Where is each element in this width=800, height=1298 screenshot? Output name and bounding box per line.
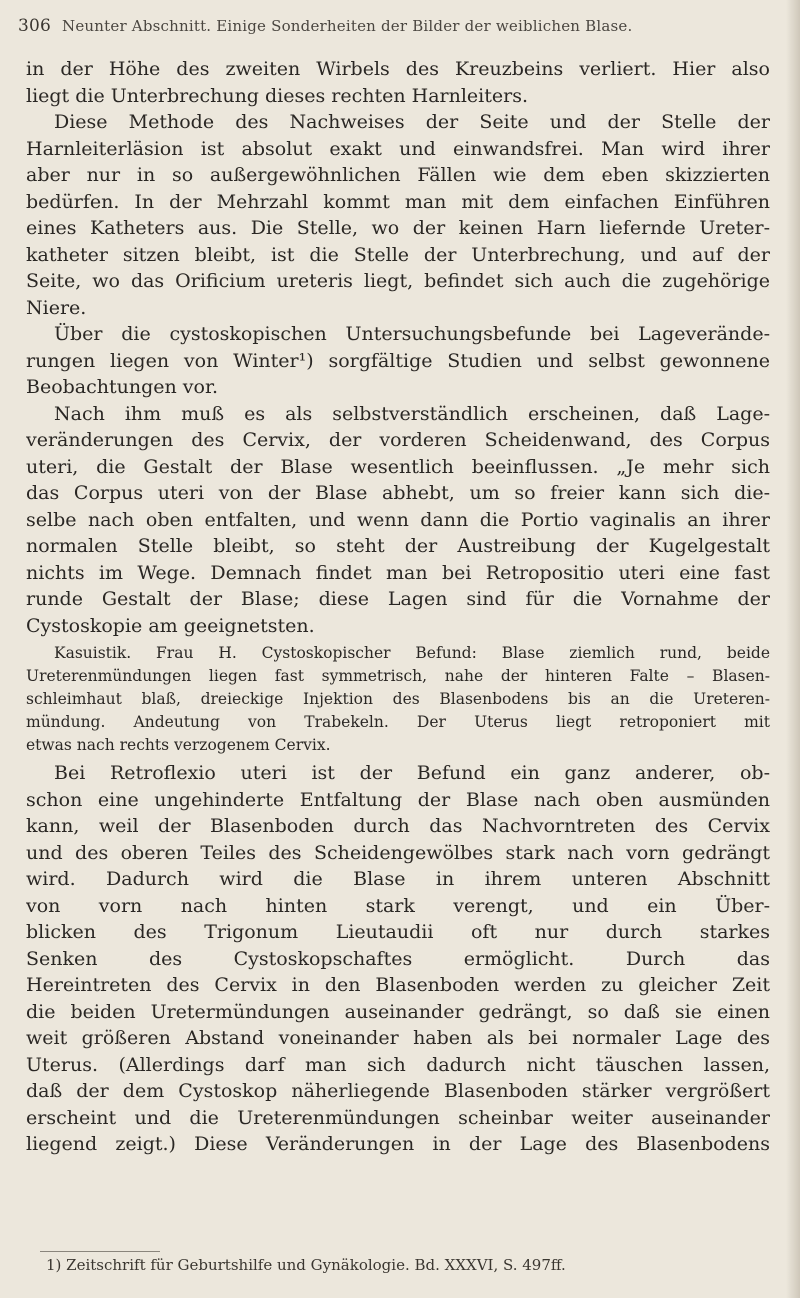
text-line: von vorn nach hinten stark verengt, und ein Über- [26, 894, 770, 917]
paragraph-1 [26, 56, 770, 109]
text-line: in der Höhe des zweiten Wirbels des Kreuzbeins verliert. Hier also [26, 58, 770, 80]
text-line: liegt die Unterbrechung dieses rechten Harnleiters. [26, 84, 529, 107]
text-line: daß der dem Cystoskop näherliegende Blasenboden stärker vergrößert [26, 1080, 770, 1102]
text-line: liegend zeigt.) Diese Veränderungen in der Lage des Blasenbodens [26, 1133, 770, 1155]
text-line: Niere. [26, 296, 87, 319]
text-line: Kasuistik. Frau H. Cystoskopischer Befund: Blase ziemlich rund, beide [54, 644, 770, 662]
text-line: Bei Retroflexio uteri ist der Befund ein ganz anderer, ob- [54, 762, 770, 784]
text-line: die beiden Uretermündungen auseinander gedrängt, so daß sie einen [26, 1000, 770, 1023]
text-line: Cystoskopie am geeignetsten. [26, 614, 315, 637]
text-line: blicken des Trigonum Lieutaudii oft nur durch starkes [26, 921, 770, 943]
text-line: Diese Methode des Nachweises der Seite und der Stelle der [54, 111, 770, 133]
page-edge-shadow [786, 0, 800, 1298]
footnote: 1) Zeitschrift für Geburtshilfe und Gynäkologie. Bd. XXXVI, S. 497ff. [46, 1256, 566, 1274]
paragraph-2 [26, 109, 770, 321]
text-line: mündung. Andeutung von Trabekeln. Der Uterus liegt retroponiert mit [26, 713, 770, 731]
text-line: Seite, wo das Orificium ureteris liegt, befindet sich auch die zugehörige [26, 270, 770, 292]
text-line: das Corpus uteri von der Blase abhebt, um so freier kann sich die- [26, 482, 770, 504]
text-line: und des oberen Teiles des Scheidengewölbes stark nach vorn gedrängt [26, 841, 770, 864]
text-line: aber nur in so außergewöhnlichen Fällen wie dem eben skizzierten [26, 164, 770, 186]
text-line: veränderungen des Cervix, der vorderen Scheidenwand, des Corpus [26, 429, 770, 451]
text-line: erscheint und die Ureterenmündungen scheinbar weiter auseinander [26, 1106, 770, 1129]
main-text [26, 56, 770, 1158]
text-line: Senken des Cystoskopschaftes ermöglicht. Durch das [26, 947, 770, 970]
paragraph-5 [26, 760, 770, 1158]
running-title: Neunter Abschnitt. Einige Sonderheiten der Bilder der weiblichen Blase. [62, 17, 633, 35]
casuistics-note [26, 639, 770, 760]
text-line: normalen Stelle bleibt, so steht der Austreibung der Kugelgestalt [26, 535, 770, 557]
text-line: nichts im Wege. Demnach findet man bei Retropositio uteri eine fast [26, 561, 770, 584]
paragraph-4 [26, 401, 770, 640]
text-line: Über die cystoskopischen Untersuchungsbefunde bei Lageverände- [54, 323, 770, 345]
text-line: uteri, die Gestalt der Blase wesentlich beeinflussen. „Je mehr sich [26, 455, 770, 478]
page-number: 306 [18, 16, 52, 36]
text-line: selbe nach oben entfalten, und wenn dann die Portio vaginalis an ihrer [26, 508, 770, 531]
text-line: Hereintreten des Cervix in den Blasenboden werden zu gleicher Zeit [26, 974, 770, 996]
footnote-rule [40, 1251, 160, 1252]
text-line: Uterus. (Allerdings darf man sich dadurch nicht täuschen lassen, [26, 1053, 770, 1076]
text-line: Beobachtungen vor. [26, 376, 219, 398]
paragraph-3 [26, 321, 770, 401]
text-line: Ureterenmündungen liegen fast symmetrisch, nahe der hinteren Falte – Blasen- [26, 667, 770, 685]
text-line: Nach ihm muß es als selbstverständlich erscheinen, daß Lage- [54, 402, 770, 425]
running-header [18, 16, 778, 36]
text-line: schon eine ungehinderte Entfaltung der Blase nach oben ausmünden [26, 788, 770, 811]
text-line: bedürfen. In der Mehrzahl kommt man mit dem einfachen Einführen [26, 190, 770, 213]
text-line: rungen liegen von Winter¹) sorgfältige Studien und selbst gewonnene [26, 349, 770, 372]
text-line: kann, weil der Blasenboden durch das Nachvorntreten des Cervix [26, 815, 770, 837]
text-line: weit größeren Abstand voneinander haben als bei normaler Lage des [26, 1027, 770, 1049]
text-line: wird. Dadurch wird die Blase in ihrem unteren Abschnitt [26, 868, 770, 890]
text-line: Harnleiterläsion ist absolut exakt und einwandsfrei. Man wird ihrer [26, 137, 770, 160]
text-line: etwas nach rechts verzogenem Cervix. [26, 736, 331, 754]
text-line: eines Katheters aus. Die Stelle, wo der keinen Harn liefernde Ureter- [26, 217, 770, 239]
text-line: katheter sitzen bleibt, ist die Stelle der Unterbrechung, und auf der [26, 243, 770, 266]
text-line: schleimhaut blaß, dreieckige Injektion des Blasenbodens bis an die Ureteren- [26, 690, 770, 708]
text-line: runde Gestalt der Blase; diese Lagen sind für die Vornahme der [26, 588, 770, 610]
